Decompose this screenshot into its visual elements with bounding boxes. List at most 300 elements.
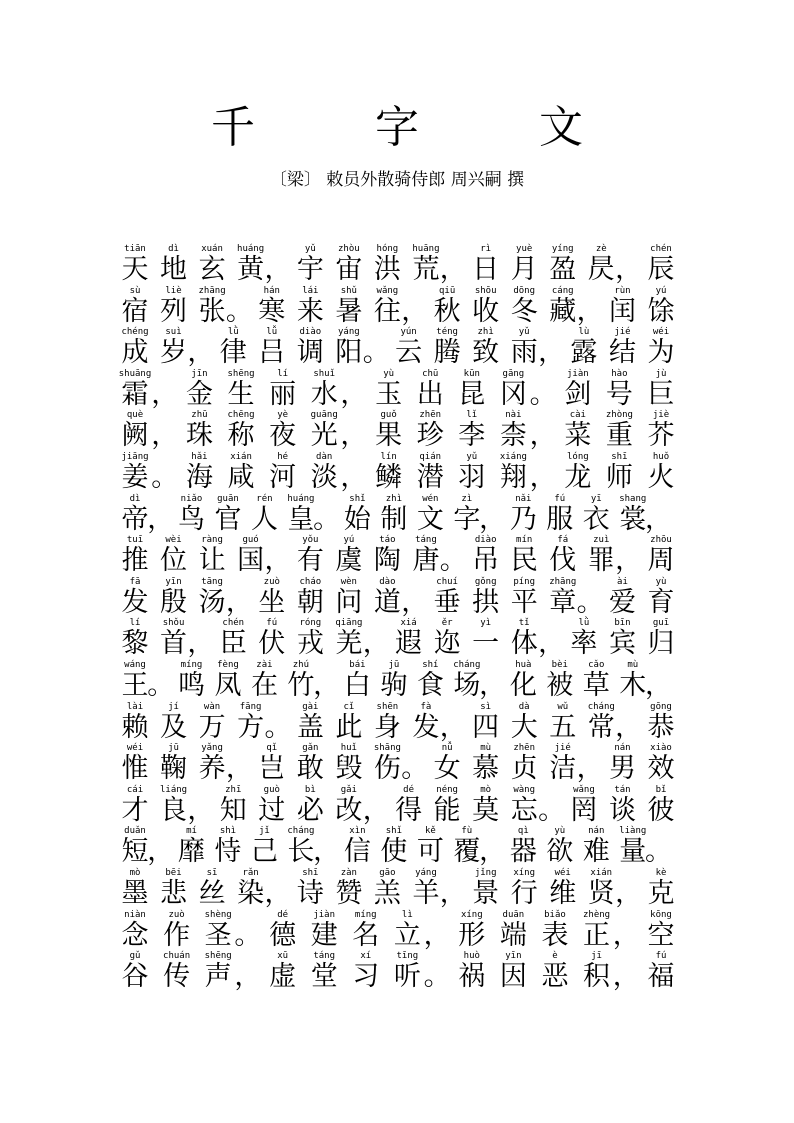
hanzi: 食 [416, 669, 444, 701]
hanzi: 号 [605, 378, 633, 410]
ruby-char [117, 743, 153, 783]
ruby-char [369, 535, 405, 575]
pinyin: yú [343, 535, 355, 546]
ruby-char [117, 535, 153, 575]
pinyin: cǐ [343, 701, 355, 712]
ruby-char [376, 660, 412, 700]
hanzi: 官 [214, 503, 242, 535]
text-line [120, 826, 676, 868]
punctuation: ， [264, 254, 292, 285]
pinyin: zhòu [338, 244, 360, 254]
ruby-char [468, 618, 504, 658]
hanzi: 贤 [587, 877, 615, 909]
pinyin: cháng [453, 659, 481, 670]
pinyin: zàn [340, 867, 357, 878]
pinyin: zuì [593, 535, 610, 546]
ruby-char [306, 951, 342, 991]
pinyin: gǔ [129, 951, 141, 962]
pinyin: liàng [619, 826, 647, 837]
hanzi: 盈 [549, 254, 577, 285]
hanzi: 木 [619, 669, 647, 701]
ruby-char [505, 494, 541, 534]
ruby-char [506, 743, 542, 783]
text-line [120, 452, 676, 494]
hanzi: 辰 [647, 254, 675, 285]
hanzi: 咸 [227, 461, 255, 493]
hanzi: 吊 [472, 545, 500, 577]
pinyin: jiàn [566, 368, 589, 379]
hanzi: 端 [499, 919, 527, 951]
pinyin: sù [129, 285, 141, 296]
pinyin: dé [277, 909, 289, 920]
pinyin: dōng [513, 285, 536, 296]
ruby-char [254, 286, 290, 326]
ruby-char [265, 951, 301, 991]
hanzi: 此 [335, 711, 363, 743]
hanzi: 章 [549, 586, 577, 618]
ruby-char [545, 535, 581, 575]
ruby-char [412, 452, 448, 492]
punctuation: 。 [538, 794, 566, 826]
hanzi: 凤 [214, 669, 242, 701]
pinyin: bì [304, 784, 316, 795]
ruby-char [339, 826, 375, 866]
pinyin: zhī [225, 784, 242, 795]
pinyin: fú [266, 618, 278, 629]
ruby-char [560, 452, 596, 492]
punctuation: ， [423, 919, 451, 951]
pinyin: jié [614, 327, 631, 338]
pinyin: shēng [227, 368, 255, 379]
punctuation: ， [615, 877, 643, 909]
hanzi: 收 [472, 295, 500, 327]
hanzi: 必 [296, 794, 324, 826]
hanzi: 致 [472, 337, 500, 369]
hanzi: 惟 [121, 753, 149, 785]
hanzi: 洁 [549, 753, 577, 785]
ruby-char [391, 327, 427, 367]
pinyin: zhēn [513, 743, 536, 754]
hanzi: 昆 [458, 378, 486, 410]
text-line [120, 951, 676, 993]
hanzi: 鸟 [178, 503, 206, 535]
ruby-char [505, 660, 541, 700]
pinyin: xíng [513, 867, 536, 878]
ruby-char [412, 494, 448, 534]
hanzi: 朝 [296, 586, 324, 618]
ruby-char [233, 244, 269, 284]
punctuation: ， [529, 461, 557, 493]
pinyin: hán [263, 285, 280, 296]
pinyin: nán [614, 743, 631, 754]
text-line [120, 286, 676, 328]
text-line [120, 785, 676, 827]
pinyin: míng [354, 909, 377, 920]
ruby-char [369, 743, 405, 783]
pinyin: lái [302, 285, 319, 296]
hanzi: 难 [582, 836, 610, 868]
ruby-char [604, 743, 640, 783]
hanzi: 地 [160, 254, 188, 285]
ruby-char [156, 286, 192, 326]
pinyin: píng [513, 576, 536, 587]
ruby-char [159, 951, 195, 991]
ruby-char [117, 702, 153, 742]
ruby-char [369, 577, 405, 617]
ruby-char [408, 702, 444, 742]
ruby-char [233, 535, 269, 575]
hanzi: 人 [250, 503, 278, 535]
hanzi: 淡 [310, 461, 338, 493]
hanzi: 化 [509, 669, 537, 701]
pinyin: hóng [376, 244, 399, 254]
hanzi: 育 [647, 586, 675, 618]
ruby-char [306, 369, 342, 409]
pinyin: yì [480, 618, 492, 629]
punctuation: ， [147, 503, 175, 535]
hanzi: 四 [472, 711, 500, 743]
pinyin: hé [277, 451, 289, 462]
ruby-char [292, 286, 328, 326]
hanzi: 靡 [178, 836, 206, 868]
hanzi: 平 [510, 586, 538, 618]
hanzi: 作 [163, 919, 191, 951]
hanzi: 克 [647, 877, 675, 909]
ruby-char [174, 826, 210, 866]
punctuation: ， [362, 628, 390, 660]
ruby-char [495, 369, 531, 409]
hanzi: 字 [453, 503, 481, 535]
punctuation: 。 [645, 836, 672, 868]
hanzi: 霜 [121, 378, 149, 410]
pinyin: shāng [373, 743, 401, 754]
pinyin: zhāng [549, 576, 577, 587]
hanzi: 玉 [375, 378, 403, 410]
ruby-char [348, 951, 384, 991]
pinyin: guān [217, 493, 239, 504]
ruby-char [542, 826, 578, 866]
ruby-char [389, 951, 425, 991]
hanzi: 在 [250, 669, 278, 701]
ruby-char [566, 618, 602, 658]
ruby-char [643, 618, 679, 658]
punctuation: 。 [401, 753, 429, 785]
punctuation: ， [151, 378, 179, 410]
ruby-char [429, 577, 465, 617]
hanzi: 堂 [310, 961, 338, 993]
hanzi: 万 [198, 711, 226, 743]
ruby-char [215, 618, 251, 658]
hanzi: 龙 [564, 461, 592, 493]
punctuation: 。 [423, 961, 451, 993]
text-line [120, 702, 676, 744]
pinyin: gǒng [474, 576, 497, 587]
ruby-char [560, 410, 596, 450]
ruby-char [156, 244, 192, 284]
ruby-char [117, 410, 153, 450]
pinyin: zhì [385, 493, 403, 504]
hanzi: 欲 [546, 836, 574, 868]
hanzi: 信 [343, 836, 371, 868]
punctuation: 。 [234, 919, 262, 951]
ruby-char [233, 702, 269, 742]
ruby-char [265, 410, 301, 450]
pinyin: xiáng [499, 451, 527, 462]
pinyin: yǔ [304, 244, 316, 254]
ruby-char [578, 494, 614, 534]
ruby-char [604, 286, 640, 326]
hanzi: 黎 [121, 628, 149, 660]
pinyin: zhū [191, 410, 208, 421]
pinyin: zhèng [583, 909, 611, 920]
hanzi: 因 [499, 961, 527, 993]
pinyin: gǎn [302, 743, 319, 754]
pinyin: jū [388, 659, 400, 670]
pinyin: chuí [436, 576, 458, 587]
hanzi: 昃 [587, 254, 615, 285]
punctuation: ， [340, 461, 368, 493]
hanzi: 男 [608, 753, 636, 785]
hanzi: 知 [219, 794, 247, 826]
ruby-char [117, 286, 153, 326]
hanzi: 师 [605, 461, 633, 493]
pinyin: ài [617, 576, 628, 587]
pinyin: néng [436, 784, 458, 795]
hanzi: 白 [343, 669, 371, 701]
pinyin: jī [591, 951, 602, 962]
text-line [120, 410, 676, 452]
pinyin: dì [168, 244, 179, 254]
punctuation: ， [576, 295, 604, 327]
hanzi: 场 [453, 669, 481, 701]
hanzi: 调 [296, 337, 324, 369]
punctuation: 。 [439, 545, 467, 577]
pinyin: shí [422, 659, 439, 670]
punctuation: 。 [313, 503, 341, 535]
pinyin: kě [424, 826, 436, 837]
pinyin: qǐ [266, 743, 278, 754]
hanzi: 结 [608, 337, 636, 369]
ruby-char [371, 369, 407, 409]
ruby-char [156, 618, 192, 658]
pinyin: rì [480, 244, 492, 254]
pinyin: yǔ [518, 327, 530, 338]
hanzi: 有 [296, 545, 324, 577]
pinyin: yīn [505, 951, 522, 962]
ruby-char [643, 369, 679, 409]
pinyin: wén [422, 493, 439, 504]
pinyin: jǐng [474, 867, 497, 878]
pinyin: chéng [121, 327, 149, 338]
hanzi: 剑 [564, 378, 592, 410]
ruby-char [643, 410, 679, 450]
text-line [120, 743, 676, 785]
punctuation: ， [479, 669, 507, 701]
ruby-char [194, 577, 230, 617]
ruby-char [429, 618, 465, 658]
pinyin: bèi [551, 659, 568, 670]
pinyin: yù [383, 368, 395, 379]
pinyin: niǎo [180, 493, 203, 504]
punctuation: ， [225, 586, 253, 618]
punctuation: ， [401, 295, 429, 327]
ruby-char [601, 410, 637, 450]
pinyin: gài [302, 701, 319, 712]
punctuation: 。 [225, 295, 253, 327]
punctuation: ， [225, 753, 253, 785]
ruby-char [468, 785, 504, 825]
pinyin: fú [554, 493, 566, 504]
hanzi: 虚 [269, 961, 297, 993]
pinyin: shuǐ [313, 368, 336, 379]
ruby-char [246, 494, 282, 534]
pinyin: huà [515, 659, 532, 670]
ruby-char [495, 410, 531, 450]
hanzi: 积 [583, 961, 611, 993]
pinyin: yù [655, 576, 667, 587]
pinyin: jí [168, 701, 179, 712]
pinyin: qiāng [335, 618, 363, 629]
punctuation: ， [151, 420, 179, 452]
ruby-char [545, 868, 581, 908]
punctuation: ， [538, 337, 566, 369]
punctuation: ， [147, 836, 175, 868]
pinyin: zuò [168, 909, 185, 920]
pinyin: yǔ [466, 451, 478, 462]
ruby-char [506, 535, 542, 575]
hanzi: 才 [121, 794, 149, 826]
ruby-char [429, 286, 465, 326]
pinyin: guī [652, 618, 670, 629]
pinyin: shǔ [340, 285, 357, 296]
hanzi: 唐 [412, 545, 440, 577]
pinyin: fà [420, 701, 432, 712]
punctuation: ， [439, 711, 467, 743]
punctuation: ， [362, 794, 390, 826]
hanzi: 己 [250, 836, 278, 868]
pinyin: yǎng [201, 743, 223, 754]
hanzi: 羌 [335, 628, 363, 660]
pinyin: rǎn [242, 867, 259, 878]
pinyin: chén [650, 244, 672, 254]
ruby-char [468, 244, 504, 284]
pinyin: lǜ [227, 327, 239, 338]
pinyin: shī [611, 451, 628, 462]
pinyin: chuán [163, 951, 191, 962]
pinyin: sī [206, 867, 218, 878]
pinyin: zài [256, 659, 273, 670]
pinyin: fèng [217, 659, 239, 670]
hanzi: 重 [605, 420, 633, 452]
hanzi: 芥 [647, 420, 675, 452]
hanzi: 祸 [458, 961, 486, 993]
ruby-char [223, 369, 259, 409]
pinyin: xū [277, 951, 289, 962]
ruby-char [643, 535, 679, 575]
ruby-char [643, 910, 679, 950]
ruby-char [505, 826, 541, 866]
pinyin: mù [627, 659, 639, 670]
pinyin: chēng [227, 410, 255, 421]
pinyin: shī [302, 867, 319, 878]
punctuation: ， [264, 877, 292, 909]
pinyin: xíng [460, 909, 483, 920]
hanzi: 道 [373, 586, 401, 618]
ruby-char [537, 951, 573, 991]
hanzi: 建 [310, 919, 338, 951]
text-line [120, 369, 676, 411]
ruby-char [506, 286, 542, 326]
ruby-char [215, 327, 251, 367]
hanzi: 女 [433, 753, 461, 785]
hanzi: 鞠 [160, 753, 188, 785]
hanzi: 首 [160, 628, 188, 660]
ruby-char [246, 826, 282, 866]
hanzi: 衣 [582, 503, 610, 535]
pinyin: cháng [287, 826, 315, 837]
punctuation: ， [576, 753, 604, 785]
pinyin: mí [186, 826, 197, 837]
pinyin: dì [129, 493, 141, 504]
pinyin: yíng [551, 244, 574, 254]
ruby-char [331, 535, 367, 575]
punctuation: ， [612, 961, 640, 993]
ruby-char [643, 785, 679, 825]
hanzi: 云 [395, 337, 423, 369]
ruby-char [215, 785, 251, 825]
punctuation: ， [187, 628, 215, 660]
ruby-char [369, 702, 405, 742]
pinyin: róng [299, 618, 322, 629]
hanzi: 夜 [269, 420, 297, 452]
pinyin: bái [349, 659, 366, 670]
hanzi: 鸣 [178, 669, 206, 701]
ruby-char [210, 660, 246, 700]
hanzi: 短 [121, 836, 149, 868]
pinyin: wèi [165, 535, 182, 546]
text-line [120, 618, 676, 660]
hanzi: 月 [510, 254, 538, 285]
hanzi: 发 [412, 711, 440, 743]
hanzi: 黄 [237, 254, 265, 285]
ruby-char [506, 618, 542, 658]
hanzi: 声 [204, 961, 232, 993]
ruby-char [117, 577, 153, 617]
ruby-char [254, 577, 290, 617]
hanzi: 驹 [380, 669, 408, 701]
ruby-char [412, 410, 448, 450]
ruby-char [292, 244, 328, 284]
ruby-char [254, 785, 290, 825]
hanzi: 丝 [198, 877, 226, 909]
hanzi: 岂 [258, 753, 286, 785]
ruby-char [156, 868, 192, 908]
ruby-char [159, 910, 195, 950]
punctuation: 。 [151, 461, 179, 493]
ruby-char [604, 785, 640, 825]
pinyin: chén [222, 618, 245, 629]
pinyin: zhāng [198, 285, 226, 296]
pinyin: niàn [124, 909, 146, 920]
text-line [120, 910, 676, 952]
hanzi: 效 [647, 753, 675, 785]
ruby-char [604, 577, 640, 617]
text-line [120, 535, 676, 577]
hanzi: 姜 [121, 461, 149, 493]
hanzi: 王 [121, 669, 149, 701]
hanzi: 维 [549, 877, 577, 909]
hanzi: 天 [121, 254, 149, 285]
